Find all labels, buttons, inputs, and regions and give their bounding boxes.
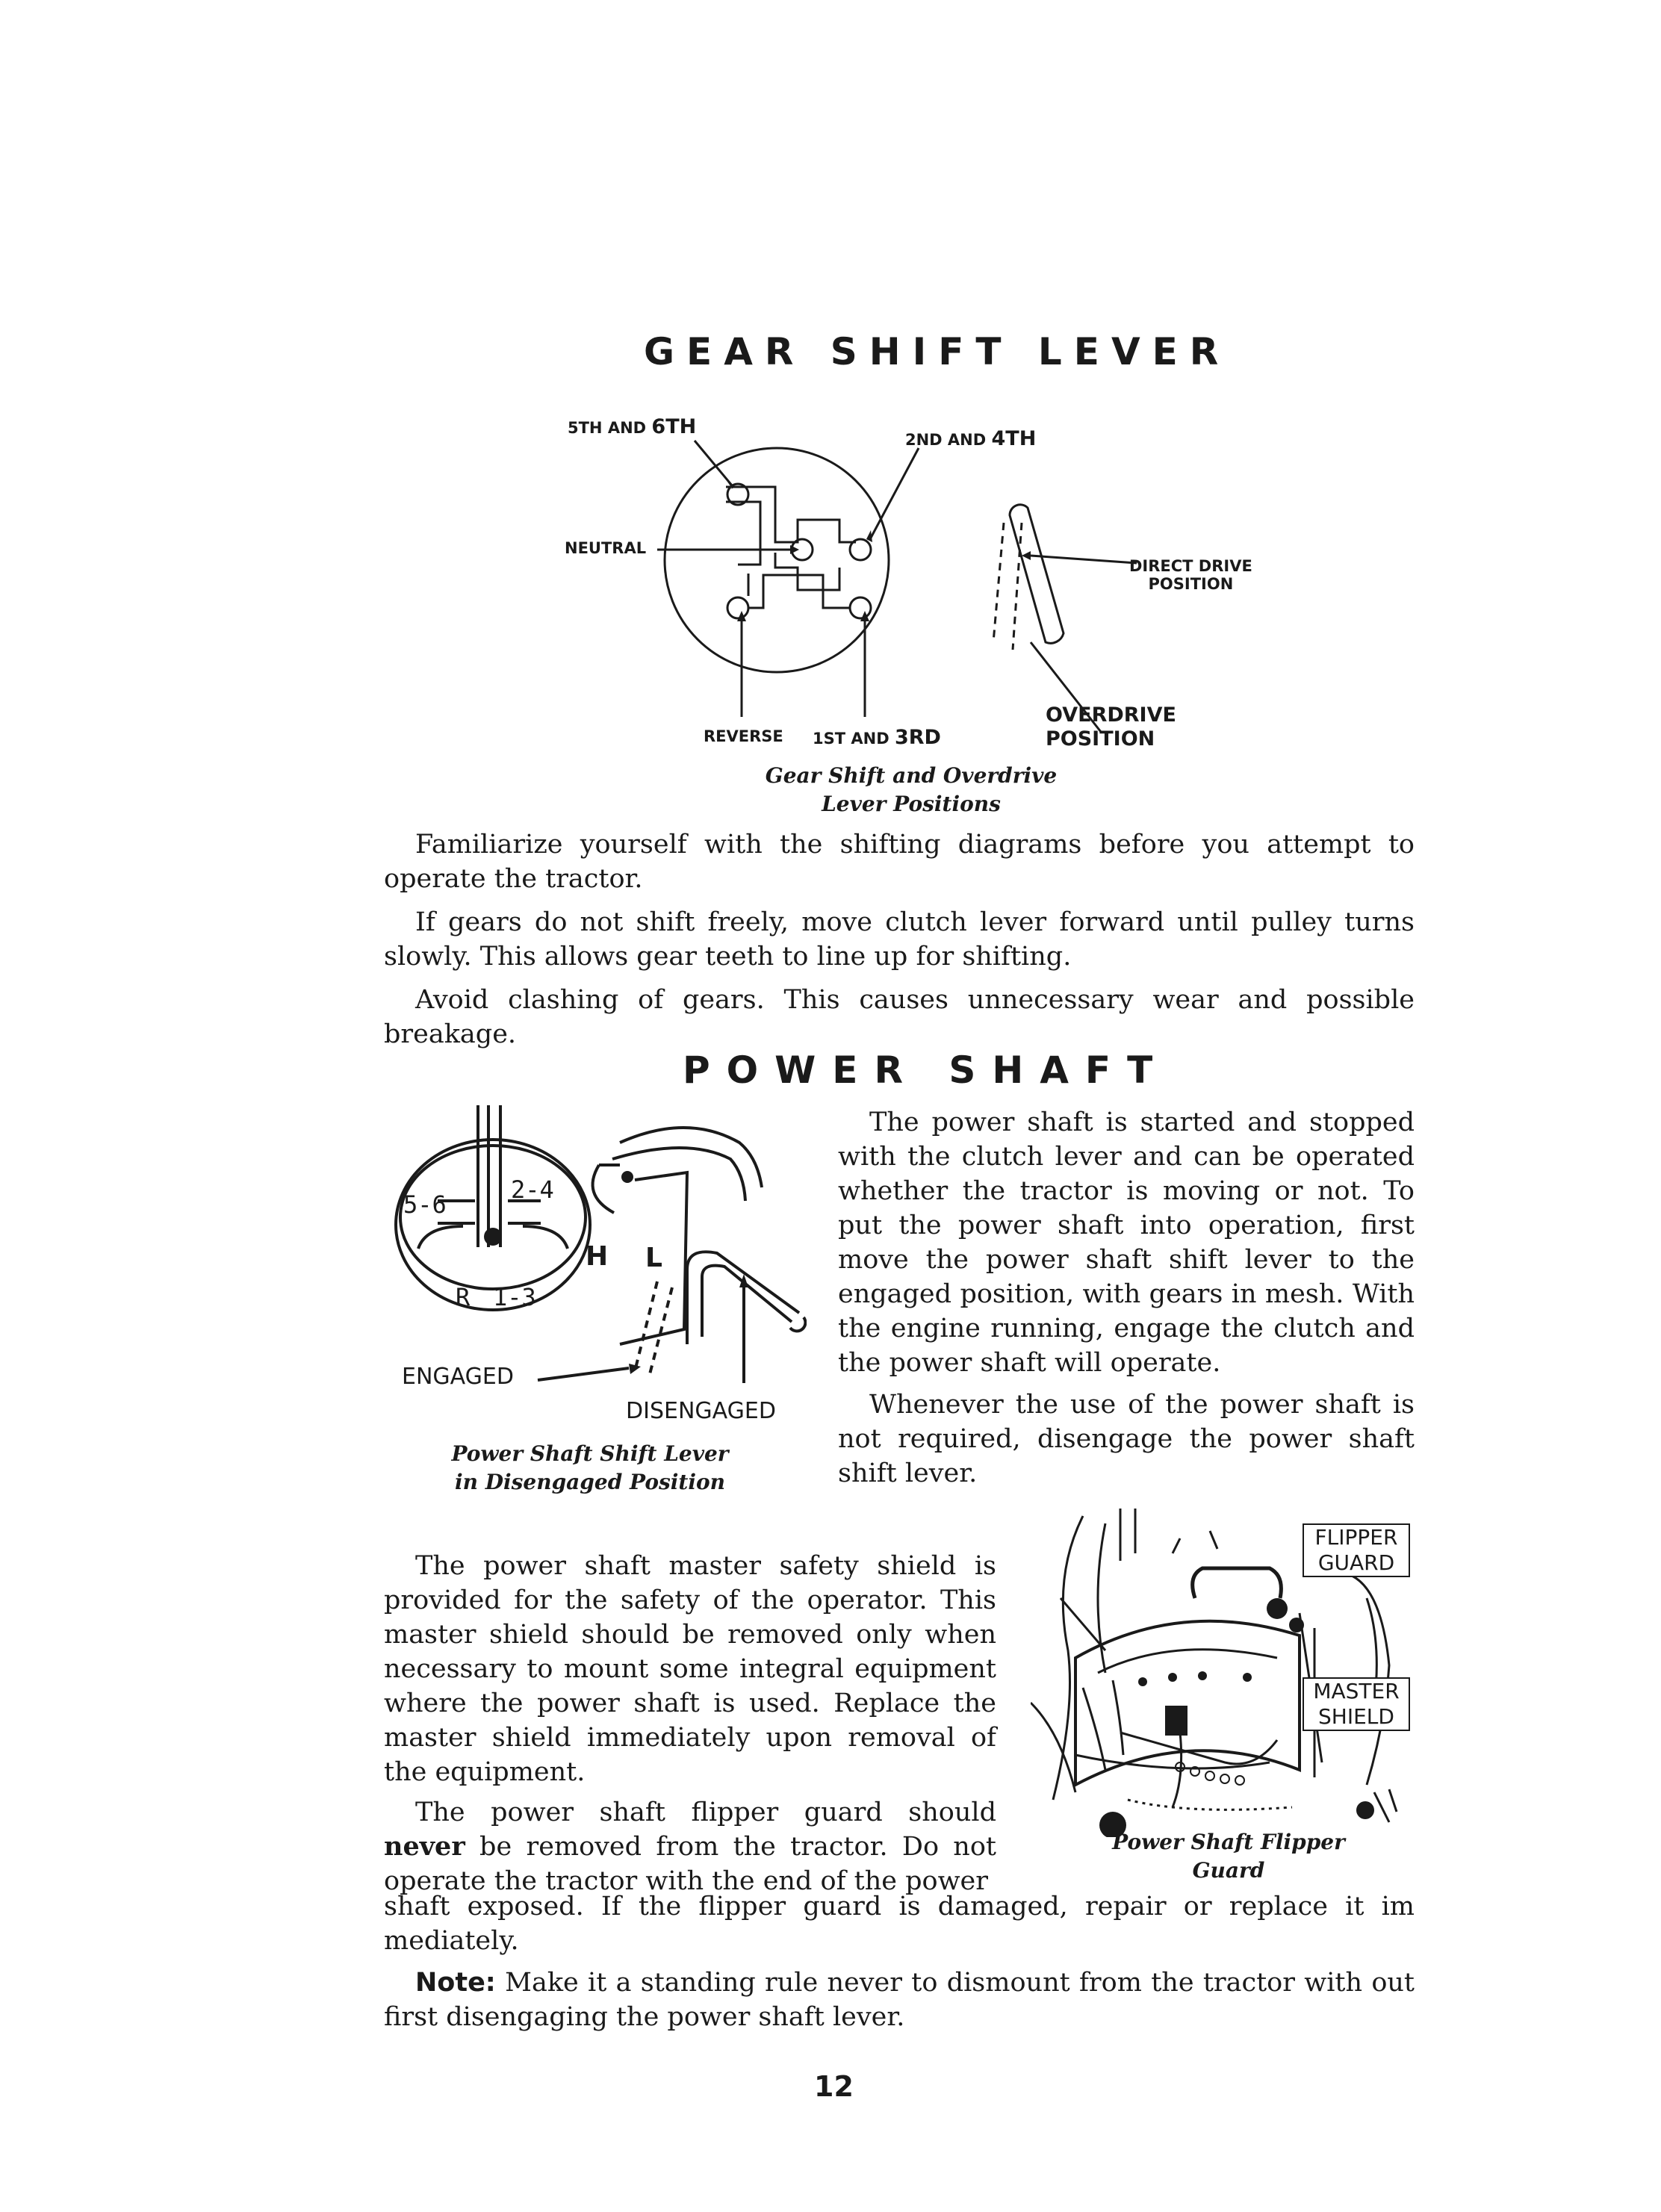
label-disengaged: DISENGAGED bbox=[626, 1398, 776, 1424]
flipper-guard-caption: Power Shaft Flipper Guard bbox=[1112, 1830, 1345, 1883]
power-paragraph: Whenever the use of the power shaft is not required, disengage the power shaft shift lever. bbox=[838, 1390, 1415, 1488]
power-paragraph: The power shaft is started and stopped with the clutch lever and can be operated whether the tractor is moving or not. To put the power shaft into operation, first move the power shaft shift lever to the engaged position, with gears in mesh. With the engine running, engage the clutch and the power shaft will operate. bbox=[838, 1107, 1415, 1378]
continuation-block bbox=[384, 1889, 1415, 2034]
gear-shift-heading: GEAR SHIFT LEVER bbox=[644, 330, 1231, 373]
power-shaft-heading: POWER SHAFT bbox=[683, 1048, 1170, 1092]
label-overdrive: OVERDRIVE POSITION bbox=[1046, 703, 1176, 751]
gear-diagram-caption: Gear Shift and Overdrive Lever Positions bbox=[765, 763, 1058, 816]
master-shield-label: MASTER SHIELD bbox=[1303, 1677, 1410, 1731]
gear-paragraph: If gears do not shift freely, move clutch lever forward until pulley turns slowly. This allows gear teeth to line up for shifting. bbox=[384, 907, 1415, 972]
label-engaged: ENGAGED bbox=[402, 1364, 514, 1390]
gear-paragraph: Avoid clashing of gears. This causes unnecessary wear and possible breakage. bbox=[384, 985, 1415, 1049]
gate-label-56: 5-6 bbox=[403, 1190, 447, 1219]
page-number: 12 bbox=[814, 2070, 854, 2103]
gate-label-24: 2-4 bbox=[511, 1175, 554, 1204]
gear-paragraph: Familiarize yourself with the shifting diagrams before you attempt to operate the tractor. bbox=[384, 830, 1415, 894]
label-low: L bbox=[645, 1243, 662, 1273]
label-high: H bbox=[586, 1241, 609, 1272]
flipper-paragraph-continued: shaft exposed. If the flipper guard is damaged, repair or replace it im mediately. bbox=[384, 1892, 1415, 1956]
gate-label-r: R bbox=[456, 1283, 471, 1311]
gear-text-block bbox=[384, 827, 1415, 1051]
shield-text-block bbox=[384, 1549, 996, 1898]
label-5th-6th: 5TH AND 6TH bbox=[568, 415, 697, 438]
label-neutral: NEUTRAL bbox=[565, 539, 647, 557]
flipper-guard-label: FLIPPER GUARD bbox=[1303, 1523, 1410, 1577]
gate-label-13: 1-3 bbox=[493, 1283, 536, 1311]
label-1st-3rd: 1ST AND 3RD bbox=[813, 726, 941, 749]
power-lever-caption: Power Shaft Shift Lever in Disengaged Position bbox=[451, 1441, 729, 1494]
label-reverse: REVERSE bbox=[704, 727, 783, 745]
note-paragraph: Note: Make it a standing rule never to dismount from the tractor with out first disengaging the power shaft lever. bbox=[384, 1968, 1415, 2032]
label-direct-drive: DIRECT DRIVE POSITION bbox=[1129, 557, 1252, 593]
shield-paragraph: The power shaft master safety shield is provided for the safety of the operator. This master shield should be removed only when necessary to mount some integral equipment where the power shaft is used. Replace the master shield immediately upon removal of the equipment. bbox=[384, 1551, 996, 1787]
flipper-paragraph: The power shaft flipper guard should never be removed from the tractor. Do not operate the tractor with the end of the power bbox=[384, 1798, 996, 1896]
power-text-block bbox=[838, 1105, 1415, 1491]
label-2nd-4th: 2ND AND 4TH bbox=[905, 427, 1037, 450]
